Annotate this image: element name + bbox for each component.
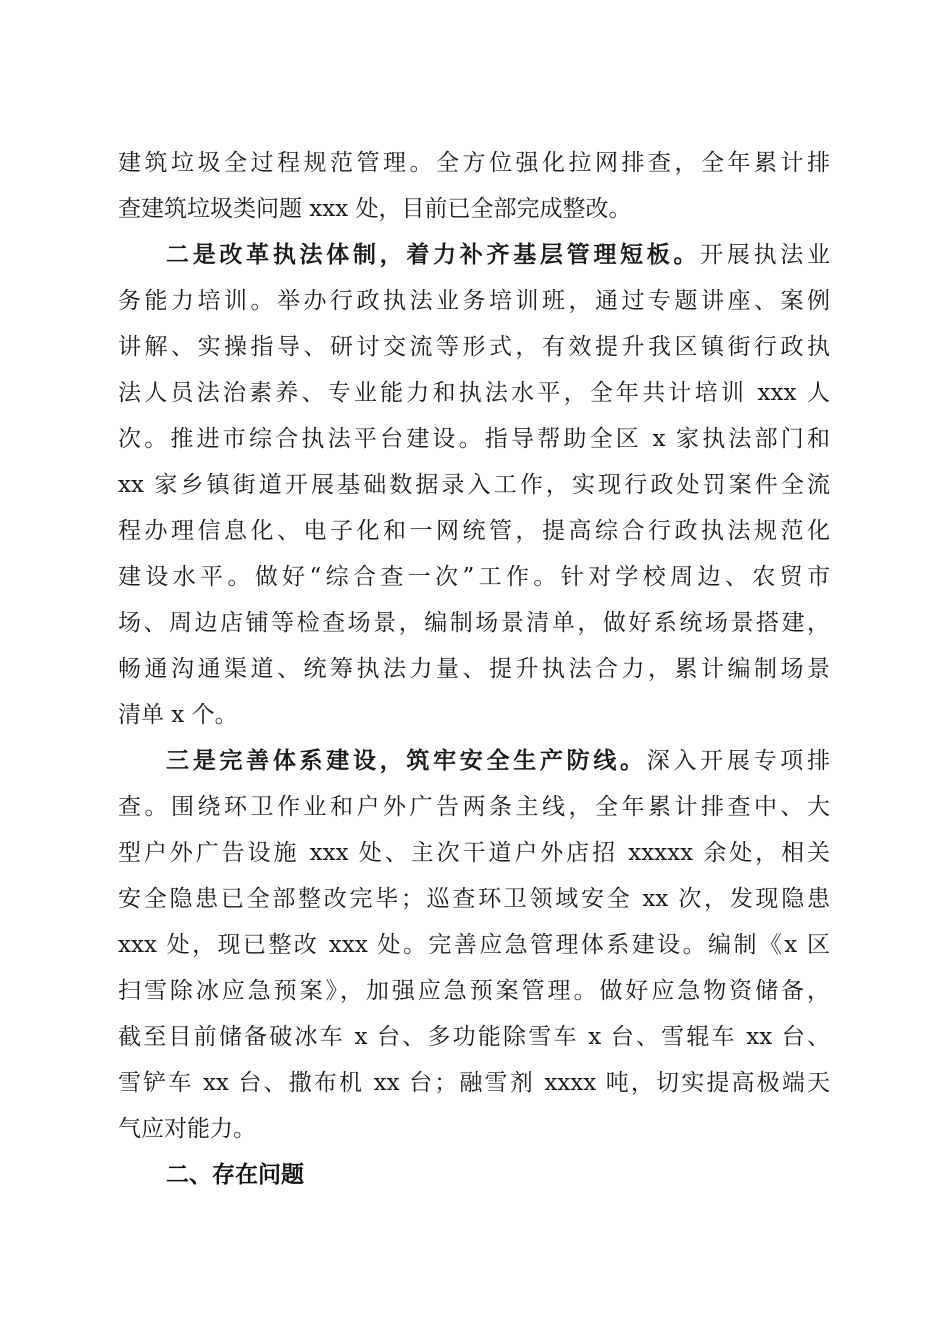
text-line: 清单 x 个。 xyxy=(118,702,238,728)
text-line: 畅通沟通渠道、统筹执法力量、提升执法合力，累计编制场景 xyxy=(118,656,830,682)
text-line: 建设水平。做好“综合查一次”工作。针对学校周边、农贸市 xyxy=(118,564,830,590)
paragraph-lead: 二是改革执法体制，着力补齐基层管理短板。 xyxy=(166,241,701,268)
text-line: 安全隐患已全部整改完毕；巡查环卫领域安全 xx 次，发现隐患 xyxy=(118,886,830,912)
text-line: 雪铲车 xx 台、撒布机 xx 台；融雪剂 xxxx 吨，切实提高极端天 xyxy=(118,1070,830,1096)
text-line: 截至目前储备破冰车 x 台、多功能除雪车 x 台、雪辊车 xx 台、 xyxy=(118,1024,830,1050)
paragraph-lead-line xyxy=(166,240,830,270)
text-line: 次。推进市综合执法平台建设。指导帮助全区 x 家执法部门和 xyxy=(118,426,830,452)
text-line: 气应对能力。 xyxy=(118,1116,256,1142)
paragraph-lead: 三是完善体系建设，筑牢安全生产防线。 xyxy=(166,747,647,774)
text-line: 扫雪除冰应急预案》，加强应急预案管理。做好应急物资储备， xyxy=(118,978,830,1004)
text-line: xx 家乡镇街道开展基础数据录入工作，实现行政处罚案件全流 xyxy=(118,472,830,498)
section-heading: 二、存在问题 xyxy=(166,1162,304,1188)
paragraph-lead-line xyxy=(166,746,830,776)
text-line: 查建筑垃圾类问题 xxx 处，目前已全部完成整改。 xyxy=(118,196,632,222)
text-line: 建筑垃圾全过程规范管理。全方位强化拉网排查，全年累计排 xyxy=(118,150,830,176)
text-line: 型户外广告设施 xxx 处、主次干道户外店招 xxxxx 余处，相关 xyxy=(118,840,830,866)
text-line: xxx 处，现已整改 xxx 处。完善应急管理体系建设。编制《x 区 xyxy=(118,932,830,958)
text-line: 讲解、实操指导、研讨交流等形式，有效提升我区镇街行政执 xyxy=(118,334,830,360)
text-line: 法人员法治素养、专业能力和执法水平，全年共计培训 xxx 人 xyxy=(118,380,830,406)
text-line: 程办理信息化、电子化和一网统管，提高综合行政执法规范化 xyxy=(118,518,830,544)
text-span: 深入开展专项排 xyxy=(646,748,831,774)
text-span: 开展执法业 xyxy=(700,242,831,268)
text-line: 查。围绕环卫作业和户外广告两条主线，全年累计排查中、大 xyxy=(118,794,830,820)
text-line: 务能力培训。举办行政执法业务培训班，通过专题讲座、案例 xyxy=(118,288,830,314)
text-line: 场、周边店铺等检查场景，编制场景清单，做好系统场景搭建， xyxy=(118,610,830,636)
